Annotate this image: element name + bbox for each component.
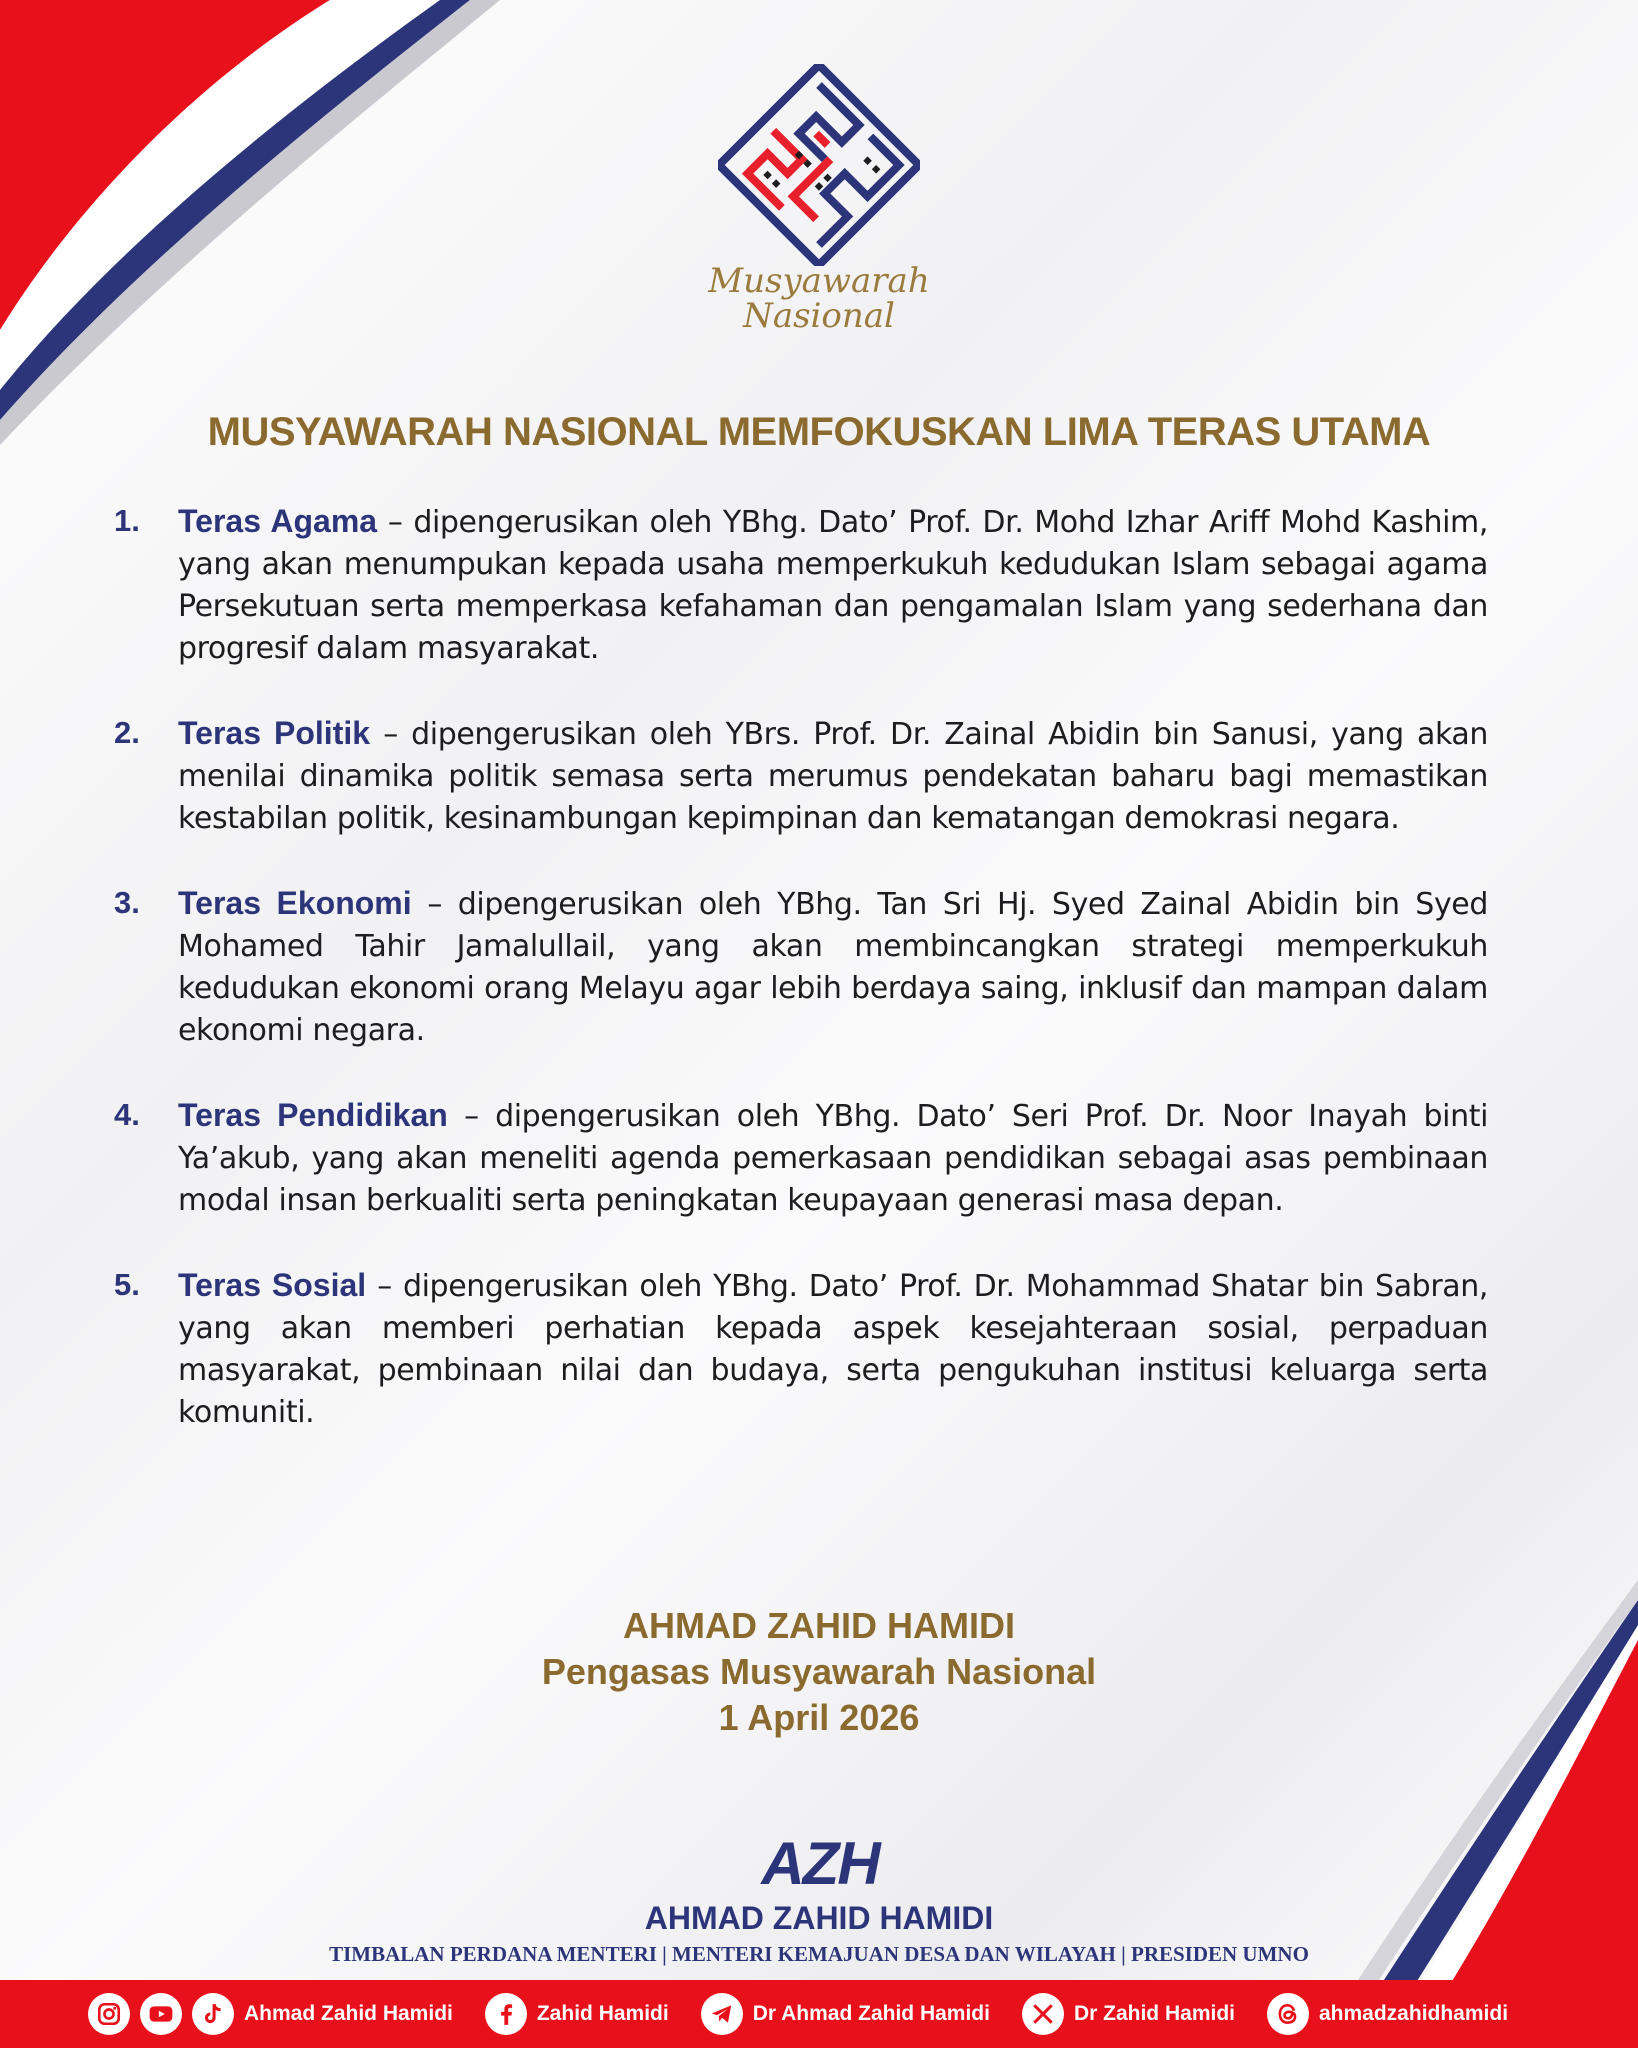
teras-number: 4.	[114, 1097, 140, 1132]
teras-list	[110, 500, 1488, 1476]
tiktok-icon[interactable]	[192, 1993, 234, 2035]
tiktok-label[interactable]: Ahmad Zahid Hamidi	[244, 2002, 453, 2025]
footer-social-bar	[0, 1980, 1638, 2048]
threads-label[interactable]: ahmadzahidhamidi	[1319, 2002, 1509, 2025]
teras-item-pendidikan	[110, 1094, 1488, 1222]
teras-description: – dipengerusikan oleh YBhg. Dato’ Prof. Dr. Mohammad Shatar bin Sabran, yang akan memberi perhatian kepada aspek kesejahteraan sosial, perpaduan masyarakat, pembinaan nilai dan budaya, serta pengukuhan institusi keluarga serta komuniti.	[178, 1269, 1488, 1430]
signature-name: AHMAD ZAHID HAMIDI	[623, 1605, 1015, 1646]
teras-item-sosial	[110, 1264, 1488, 1434]
x-label[interactable]: Dr Zahid Hamidi	[1073, 2002, 1235, 2025]
instagram-icon[interactable]	[88, 1993, 130, 2035]
teras-number: 2.	[114, 715, 140, 750]
page-title: MUSYAWARAH NASIONAL MEMFOKUSKAN LIMA TERAS UTAMA	[207, 410, 1431, 454]
facebook-label[interactable]: Zahid Hamidi	[536, 2002, 669, 2025]
social-row	[88, 1980, 1530, 2048]
logo-wordmark-line1: Musyawarah	[708, 261, 930, 301]
teras-number: 1.	[114, 503, 140, 538]
signature-date: 1 April 2026	[718, 1697, 920, 1738]
teras-item-agama	[110, 500, 1488, 670]
telegram-icon[interactable]	[701, 1993, 743, 2035]
azh-logo-mark: AZH	[761, 1830, 879, 1897]
teras-number: 5.	[114, 1267, 140, 1302]
teras-description: – dipengerusikan oleh YBrs. Prof. Dr. Zainal Abidin bin Sanusi, yang akan menilai dinamika politik semasa serta merumus pendekatan baharu bagi memastikan kestabilan politik, kesinambungan kepimpinan dan kematangan demokrasi negara.	[178, 717, 1488, 836]
teras-paragraph	[178, 500, 1488, 670]
teras-paragraph	[178, 1094, 1488, 1222]
musyawarah-nasional-logo	[718, 64, 920, 266]
teras-name: Teras Ekonomi	[178, 885, 412, 921]
teras-name: Teras Politik	[178, 715, 371, 751]
teras-name: Teras Agama	[178, 503, 378, 539]
teras-paragraph	[178, 712, 1488, 840]
teras-description: – dipengerusikan oleh YBhg. Tan Sri Hj. Syed Zainal Abidin bin Syed Mohamed Tahir Jamalullail, yang akan membincangkan strategi memperkukuh kedudukan ekonomi orang Melayu agar lebih berdaya saing, inklusif dan mampan dalam ekonomi negara.	[178, 887, 1489, 1048]
branding-titles: TIMBALAN PERDANA MENTERI | MENTERI KEMAJUAN DESA DAN WILAYAH | PRESIDEN UMNO	[329, 1942, 1309, 1966]
teras-paragraph	[178, 882, 1488, 1052]
threads-icon[interactable]	[1267, 1993, 1309, 2035]
teras-description: – dipengerusikan oleh YBhg. Dato’ Seri Prof. Dr. Noor Inayah binti Ya’akub, yang akan meneliti agenda pemerkasaan pendidikan sebagai asas pembinaan modal insan berkualiti serta peningkatan keupayaan generasi masa depan.	[178, 1099, 1489, 1218]
teras-number: 3.	[114, 885, 140, 920]
logo-wordmark-line2: Nasional	[743, 296, 895, 336]
teras-name: Teras Sosial	[178, 1267, 367, 1303]
teras-name: Teras Pendidikan	[178, 1097, 448, 1133]
branding-name: AHMAD ZAHID HAMIDI	[644, 1900, 994, 1936]
telegram-label[interactable]: Dr Ahmad Zahid Hamidi	[752, 2002, 990, 2025]
teras-item-ekonomi	[110, 882, 1488, 1052]
teras-item-politik	[110, 712, 1488, 840]
youtube-icon[interactable]	[140, 1993, 182, 2035]
x-icon[interactable]	[1022, 1993, 1064, 2035]
facebook-icon[interactable]	[485, 1993, 527, 2035]
teras-description: – dipengerusikan oleh YBhg. Dato’ Prof. Dr. Mohd Izhar Ariff Mohd Kashim, yang akan menumpukan kepada usaha memperkukuh kedudukan Islam sebagai agama Persekutuan serta memperkasa kefahaman dan pengamalan Islam yang sederhana dan progresif dalam masyarakat.	[178, 505, 1489, 666]
signature-role: Pengasas Musyawarah Nasional	[541, 1651, 1097, 1692]
teras-paragraph	[178, 1264, 1488, 1434]
